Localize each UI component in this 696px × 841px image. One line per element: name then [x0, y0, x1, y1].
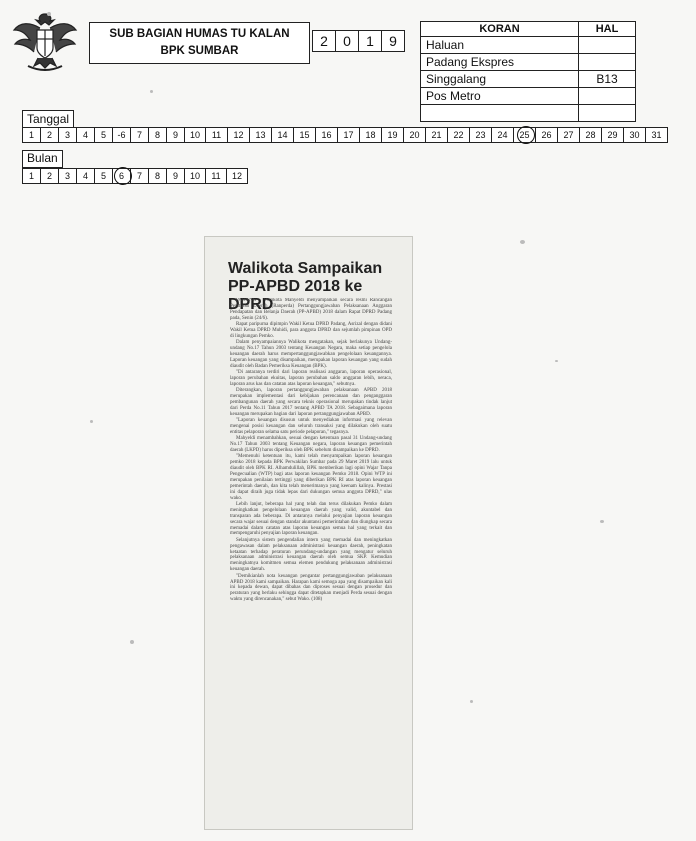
- table-row: [421, 54, 636, 71]
- newspaper-table: [420, 21, 636, 122]
- year-box: [312, 30, 405, 52]
- newspaper-page: B13: [579, 71, 636, 88]
- table-row: [421, 88, 636, 105]
- office-name-line1: SUB BAGIAN HUMAS TU KALAN: [109, 28, 290, 40]
- newspaper-name: Haluan: [421, 37, 579, 54]
- article-paragraph: Diterangkan, laporan pertanggungjawaban pelaksanaan APBD 2018 merupakan implementasi dari kebijakan perencanaan dan penganggaran pembangunan daerah yang secara teknis operasional merupakan tindak lanjut dari Perda No.11 Tahun 2017 tentang APBD TA 2018. Sebagaimana laporan keuangan merupakan bagian dari laporan pertanggungjawaban APBD.: [230, 388, 392, 417]
- table-row: [421, 105, 636, 122]
- date-cell: 30: [624, 128, 646, 142]
- date-cell: 24: [492, 128, 514, 142]
- month-cell: 2: [41, 169, 59, 183]
- table-row: [421, 71, 636, 88]
- article-paragraph: Lebih lanjut, beberapa hal yang telah dan terus dilakukan Pemko dalam meningkatkan pengelolaan keuangan daerah yang valid, akuntabel dan transparan ada beberapa. Di antaranya melalui penyajian laporan keuangan secara wajar sesuai dengan standar akuntansi pemerintahan dan diungkap secara memadai dalam catatan atas laporan keuangan semua hal yang terkait dan mempengaruhi penyajian laporan keuangan.: [230, 501, 392, 537]
- date-cell: 23: [470, 128, 492, 142]
- newspaper-name: Padang Ekspres: [421, 54, 579, 71]
- month-cell: 10: [185, 169, 206, 183]
- newspaper-page: [579, 54, 636, 71]
- date-cell: 1: [23, 128, 41, 142]
- date-cell: 28: [580, 128, 602, 142]
- month-cell: 3: [59, 169, 77, 183]
- scan-speck: [130, 640, 134, 644]
- newspaper-name: Singgalang: [421, 71, 579, 88]
- month-cell: 1: [23, 169, 41, 183]
- month-cell: 12: [231, 171, 242, 181]
- table-row: [421, 37, 636, 54]
- date-cell: 7: [131, 128, 149, 142]
- garuda-emblem-icon: [10, 8, 80, 74]
- article-paragraph: PADANG - Walikota Mahyeldi menyampaikan secara resmi Rancangan Peraturan Daerah (Ranperda) Pertanggungjawaban Pelaksanaan Anggaran Pendapatan dan Belanja Daerah (PP-APBD) 2018 dalam Rapat DPRD Padang pada, Senin (24/6).: [230, 298, 392, 321]
- date-cell: 9: [167, 128, 185, 142]
- page-column-header: HAL: [579, 22, 636, 37]
- date-cell: 2: [41, 128, 59, 142]
- date-cell: 27: [558, 128, 580, 142]
- scan-speck: [47, 12, 51, 16]
- date-cell: 15: [294, 128, 316, 142]
- month-cell: 8: [149, 169, 167, 183]
- date-cell: 12: [228, 128, 250, 142]
- date-cell: 25: [514, 128, 536, 142]
- article-paragraph: "Memenuhi ketentuan itu, kami telah menyampaikan laporan keuangan pemko 2018 kepada BPK Perwakilan Sumbar pada 29 Maret 2019 lalu untuk diaudit oleh BPK RI. Alhamdulillah, BPK memberikan lagi opini Wajar Tanpa Pengecualian (WTP) bagi atas laporan keuangan Pemko 2018. Opini WTP ini merupakan penilaian tertinggi yang diberikan BPK RI atas laporan keuangan pemerintah daerah, dan kita telah menerimanya yang keenam kalinya. Prestasi ini dapat diraih juga tidak lepas dari dukungan semua anggota DPRD," ulas wako.: [230, 454, 392, 501]
- date-cell: 18: [360, 128, 382, 142]
- month-cell: 5: [95, 169, 113, 183]
- date-cell: -6: [113, 128, 131, 142]
- article-paragraph: Dalam penyampaiannya Walikota mengatakan, sejak berlakunya Undang-undang No.17 Tahun 2003 tentang Keuangan Negara, maka setiap pengelola keuangan daerah harus mempertanggungjawabkan pengelolaan keuangannya. Laporan keuangan yang disampaikan, merupakan laporan keuangan yang sudah diaudit oleh Badan Pemeriksa Keuangan (BPK).: [230, 340, 392, 369]
- date-cell: 13: [250, 128, 272, 142]
- month-cell: 7: [131, 169, 149, 183]
- date-cell: 26: [536, 128, 558, 142]
- newspaper-page: [579, 37, 636, 54]
- date-cell: 16: [316, 128, 338, 142]
- year-digit: 2: [313, 31, 336, 51]
- date-cell: 21: [426, 128, 448, 142]
- headline-line1: Walikota Sampaikan: [228, 260, 383, 277]
- year-digit: 0: [336, 31, 359, 51]
- article-body: [230, 298, 392, 824]
- article-paragraph: Rapat paripurna dipimpin Wakil Ketua DPRD Padang, Asrizal dengan didani Wakil Ketua DPRD Muhidi, para anggota DPRD dan sejumlah pimpinan OPD di lingkungan Pemko.: [230, 322, 392, 339]
- scan-speck: [600, 520, 604, 523]
- year-digit: 1: [359, 31, 382, 51]
- article-paragraph: "Laporan keuangan disusun untuk menyediakan informasi yang relevan mengenai posisi keuangan dan seluruh transaksi yang dilakukan oleh suatu entitas pelaporan selama satu periode pelaporan," tegasnya.: [230, 418, 392, 435]
- date-cell: 22: [448, 128, 470, 142]
- bulan-label: Bulan: [22, 150, 63, 168]
- article-paragraph: "Demikianlah nota keuangan pengantar pertanggungjawaban pelaksanaan APBD 2018 kami sampaikan. Harapan kami semoga apa yang disampaikan kali ini kepada dewan, dapat dibahas dan diproses sesuai dengan prosedur dan peraturan yang berlaku sehingga dapat ditetapkan menjadi Perda sesuai dengan waktu yang direncanakan," sebut Wako. (108): [230, 573, 392, 603]
- date-cell: 31: [651, 130, 662, 140]
- newspaper-column-header: KORAN: [421, 22, 579, 37]
- date-cell: 3: [59, 128, 77, 142]
- tanggal-label: Tanggal: [22, 110, 74, 128]
- date-cell: 8: [149, 128, 167, 142]
- month-row: [22, 168, 248, 184]
- newspaper-name: Pos Metro: [421, 88, 579, 105]
- year-digit: 9: [389, 33, 397, 49]
- date-cell: 19: [382, 128, 404, 142]
- office-name-box: [89, 22, 310, 64]
- article-paragraph: Mahyeldi menambahkan, sesuai dengan ketentuan pasal 31 Undang-undang No.17 Tahun 2003 tentang Keuangan negara, laporan keuangan pemerintah daerah (LKPD) harus diperiksa oleh BPK sebelum disampaikan ke DPRD.: [230, 436, 392, 453]
- date-row: [22, 127, 668, 143]
- article-paragraph: "Di antaranya terdiri dari laporan realisasi anggaran, laporan operasional, laporan perubahan ekuitas, laporan perubahan saldo anggaran lebih, neraca, laporan arus kas dan catatan atas laporan keuangan," sebutnya.: [230, 370, 392, 387]
- table-header-row: [421, 22, 636, 37]
- scan-speck: [520, 240, 525, 244]
- date-cell: 11: [206, 128, 228, 142]
- date-cell: 17: [338, 128, 360, 142]
- scan-speck: [150, 90, 153, 93]
- month-cell: 11: [206, 169, 227, 183]
- date-cell: 14: [272, 128, 294, 142]
- newspaper-name: [421, 105, 579, 122]
- month-cell: 4: [77, 169, 95, 183]
- newspaper-page: [579, 105, 636, 122]
- scan-speck: [470, 700, 473, 703]
- scan-speck: [555, 360, 558, 362]
- month-cell: 9: [167, 169, 185, 183]
- scan-speck: [90, 420, 93, 423]
- article-paragraph: Selanjutnya sistem pengendalian intern yang memadai dan meningkatkan pengawasan dalam pelaksanaan administrasi keuangan daerah, peningkatan ketaatan terhadap peraturan perundang-undangan yang mengatur seluruh pelaksanaan administrasi keuangan daerah oleh semua SKP. Kemudian meningkatnya komitmen semua elemen pendukung pelaksanaan administrasi keuangan daerah.: [230, 537, 392, 573]
- month-cell: 6: [113, 169, 131, 183]
- headline-line2: PP-APBD 2018 ke DPRD: [228, 278, 363, 313]
- date-cell: 5: [95, 128, 113, 142]
- date-cell: 10: [185, 128, 206, 142]
- newspaper-page: [579, 88, 636, 105]
- date-cell: 29: [602, 128, 624, 142]
- date-cell: 4: [77, 128, 95, 142]
- date-cell: 20: [404, 128, 426, 142]
- office-name-line2: BPK SUMBAR: [160, 45, 239, 57]
